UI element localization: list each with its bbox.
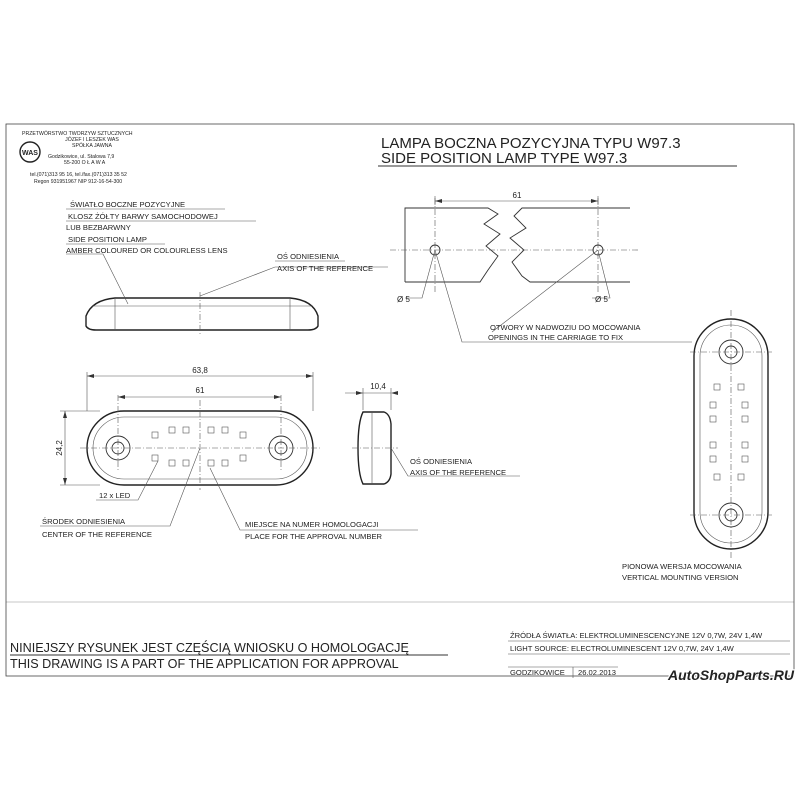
profile-view xyxy=(345,382,520,484)
lamp-desc-5: AMBER COLOURED OR COLOURLESS LENS xyxy=(66,246,228,255)
approval-place-en: PLACE FOR THE APPROVAL NUMBER xyxy=(245,532,383,541)
place: GODZIKOWICE xyxy=(510,668,565,677)
company-line-2: JÓZEF I LESZEK WAS xyxy=(65,137,119,143)
title-block xyxy=(378,135,737,167)
dim-hole-dia-left: Ø 5 xyxy=(397,295,410,304)
dim-hole-spacing-top: 61 xyxy=(512,191,522,200)
company-line-3: SPÓŁKA JAWNA xyxy=(72,143,112,149)
dim-overall-length: 63,8 xyxy=(192,366,208,375)
company-line-7: Regon 931951967 NIP 912-16-54-300 xyxy=(34,179,123,185)
statement-pl: NINIEJSZY RYSUNEK JEST CZĘŚCIĄ WNIOSKU O HOMOLOGACJĘ xyxy=(10,641,409,655)
company-line-5: 55-200 O Ł A W A xyxy=(64,160,106,166)
mounting-holes-view xyxy=(390,191,692,342)
openings-pl: OTWORY W NADWOZIU DO MOCOWANIA xyxy=(490,323,641,332)
center-ref-pl: ŚRODEK ODNIESIENIA xyxy=(42,517,126,526)
vertical-version-en: VERTICAL MOUNTING VERSION xyxy=(622,573,739,582)
approval-place-pl: MIEJSCE NA NUMER HOMOLOGACJI xyxy=(245,520,379,529)
dim-height: 24,2 xyxy=(55,440,64,456)
company-line-1: PRZETWÓRSTWO TWORZYW SZTUCZNYCH xyxy=(22,131,133,137)
company-block xyxy=(20,130,133,185)
company-line-4: Godzikowice, ul. Stalowa 7,9 xyxy=(48,154,115,160)
light-source-en: LIGHT SOURCE: ELECTROLUMINESCENT 12V 0,7W, 24V 1,4W xyxy=(510,644,734,653)
dim-hole-dia-right: Ø 5 xyxy=(595,295,608,304)
vertical-view xyxy=(622,310,772,582)
title-en: SIDE POSITION LAMP TYPE W97.3 xyxy=(381,150,628,167)
title-pl: LAMPA BOCZNA POZYCYJNA TYPU W97.3 xyxy=(381,135,681,152)
date: 26.02.2013 xyxy=(578,668,617,677)
center-ref-en: CENTER OF THE REFERENCE xyxy=(42,530,152,539)
company-logo-text: WAS xyxy=(22,150,38,157)
dim-depth: 10,4 xyxy=(370,382,386,391)
lamp-side-outline xyxy=(86,298,318,330)
light-source-pl: ŹRÓDŁA ŚWIATŁA: ELEKTROLUMINESCENCYJNE 12V 0,7W, 24V 1,4W xyxy=(510,631,763,640)
openings-en: OPENINGS IN THE CARRIAGE TO FIX xyxy=(488,333,624,342)
axis-ref-1-en: AXIS OF THE REFERENCE xyxy=(277,264,374,273)
company-line-6: tel.(071)313 95 16, tel./fax.(071)313 35 52 xyxy=(30,172,127,178)
lamp-desc-1: ŚWIATŁO BOCZNE POZYCYJNE xyxy=(70,200,186,209)
lamp-desc-3: LUB BEZBARWNY xyxy=(66,223,131,232)
axis-ref-1-pl: OŚ ODNIESIENIA xyxy=(277,252,340,261)
lamp-desc-4: SIDE POSITION LAMP xyxy=(68,235,147,244)
vertical-version-pl: PIONOWA WERSJA MOCOWANIA xyxy=(622,562,742,571)
dim-hole-spacing-front: 61 xyxy=(195,386,205,395)
axis-ref-2-pl: OŚ ODNIESIENIA xyxy=(410,457,473,466)
side-view xyxy=(66,200,388,334)
axis-ref-2-en: AXIS OF THE REFERENCE xyxy=(410,468,507,477)
lamp-desc-2: KLOSZ ŻÓŁTY BARWY SAMOCHODOWEJ xyxy=(68,212,218,221)
statement-en: THIS DRAWING IS A PART OF THE APPLICATION FOR APPROVAL xyxy=(10,657,399,671)
watermark: AutoShopParts.RU xyxy=(668,667,794,683)
led-count: 12 x LED xyxy=(99,491,131,500)
